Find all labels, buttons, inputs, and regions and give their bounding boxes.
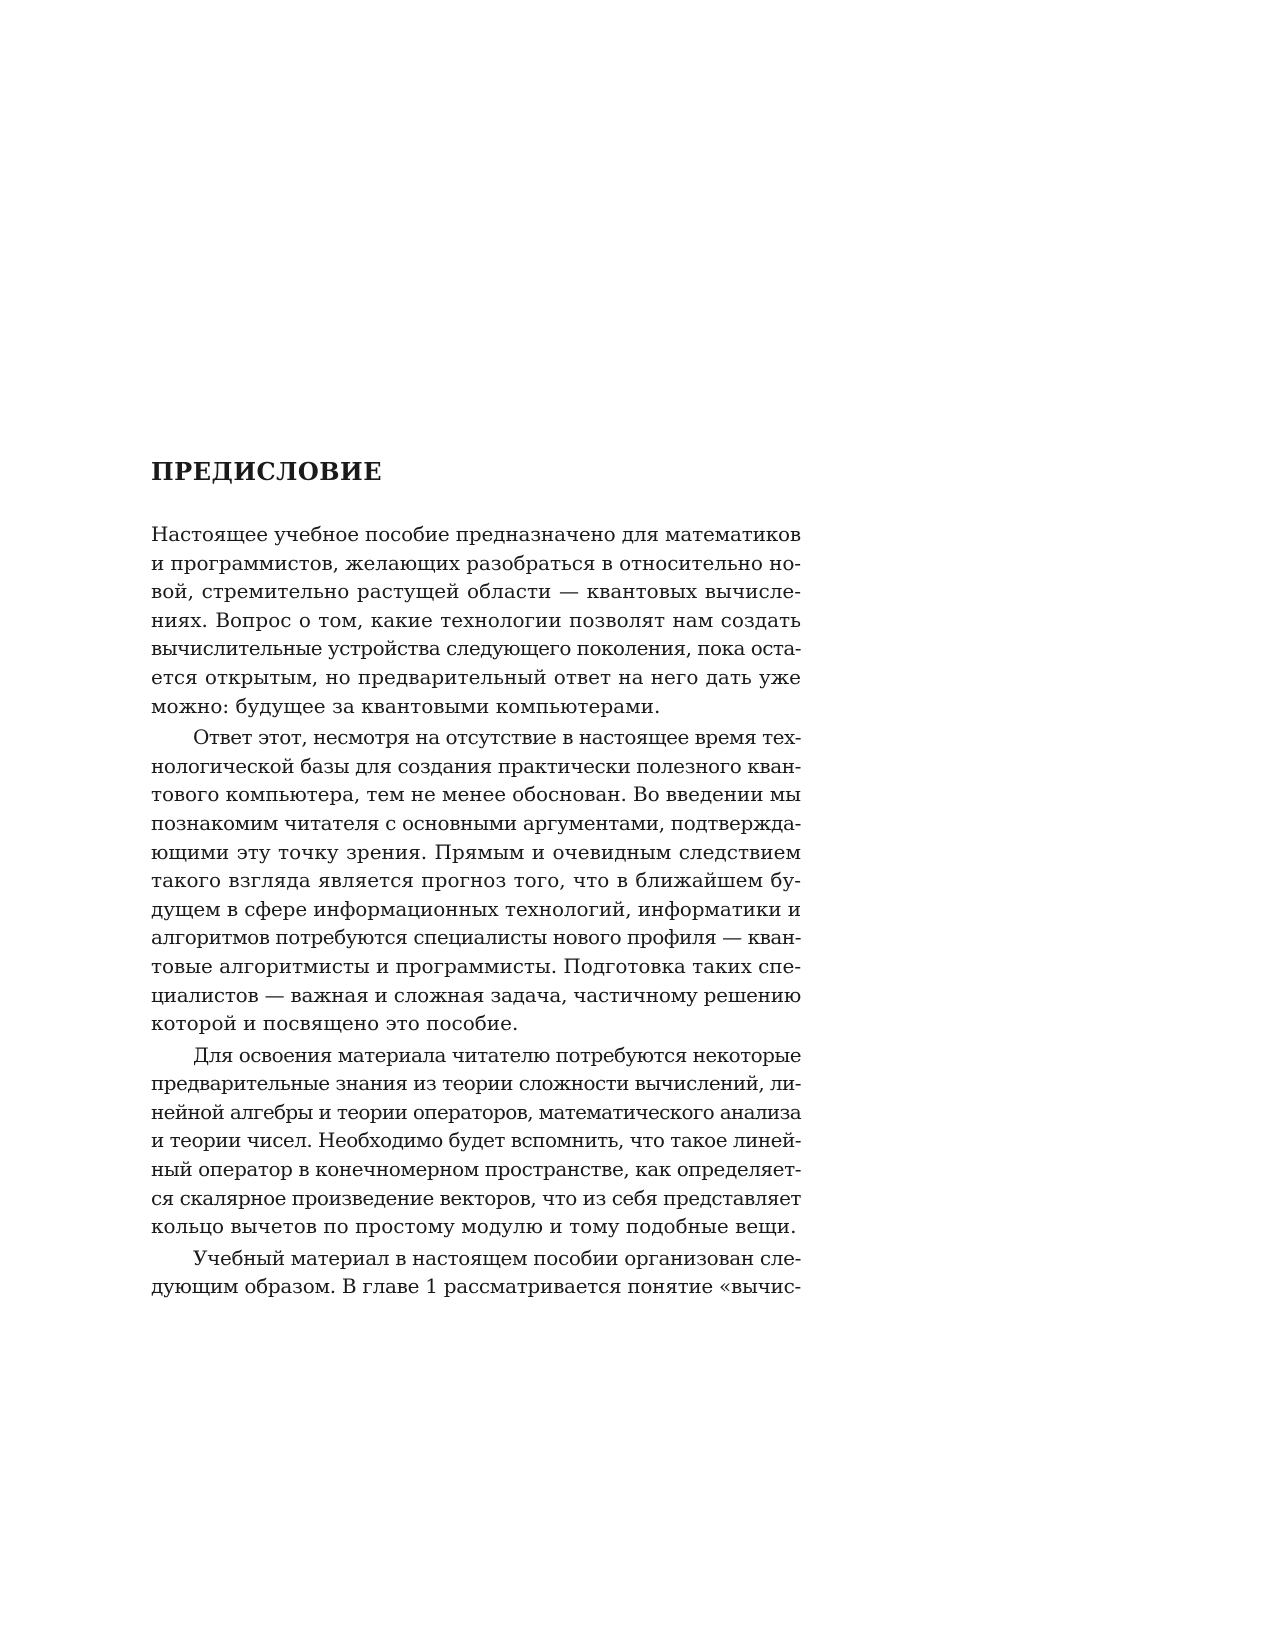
- preface-heading: ПРЕДИСЛОВИЕ: [151, 457, 383, 486]
- text-line: ный оператор в конечномерном пространстве, как определяет-: [151, 1157, 802, 1182]
- text-line: товые алгоритмисты и программисты. Подготовка таких спе-: [151, 953, 802, 978]
- paragraph-4: [151, 1244, 801, 1301]
- text-line: вычислительные устройства следующего поколения, пока оста-: [151, 636, 802, 661]
- text-line: которой и посвящено это пособие.: [151, 1011, 519, 1036]
- text-line: нологической базы для создания практически полезного кван-: [151, 753, 801, 778]
- text-line: вой, стремительно растущей области — квантовых вычисле-: [151, 579, 801, 604]
- text-line: и программистов, желающих разобраться в относительно но-: [151, 550, 801, 575]
- text-line: циалистов — важная и сложная задача, частичному решению: [151, 982, 802, 1007]
- text-line: можно: будущее за квантовыми компьютерами.: [151, 693, 661, 718]
- text-line: алгоритмов потребуются специалисты нового профиля — кван-: [151, 925, 801, 950]
- text-line: познакомим читателя с основными аргументами, подтвержда-: [151, 810, 801, 835]
- text-line: Учебный материал в настоящем пособии организован сле-: [193, 1245, 802, 1270]
- text-line: такого взгляда является прогноз того, что в ближайшем бу-: [151, 868, 801, 893]
- text-line: дующим образом. В главе 1 рассматривается понятие «вычис-: [151, 1274, 801, 1299]
- text-line: ниях. Вопрос о том, какие технологии позволят нам создать: [151, 607, 801, 632]
- text-line: нейной алгебры и теории операторов, математического анализа: [151, 1099, 802, 1124]
- text-line: ся скалярное произведение векторов, что из себя представляет: [151, 1185, 801, 1210]
- text-line: Для освоения материала читателю потребуются некоторые: [193, 1042, 801, 1067]
- paragraph-3: [151, 1041, 801, 1241]
- text-line: тового компьютера, тем не менее обоснован. Во введении мы: [151, 782, 801, 807]
- text-line: Настоящее учебное пособие предназначено для математиков: [151, 522, 801, 546]
- paragraph-1: [151, 520, 801, 720]
- text-line: ется открытым, но предварительный ответ на него дать уже: [151, 664, 801, 689]
- text-line: предварительные знания из теории сложности вычислений, ли-: [151, 1071, 801, 1096]
- text-line: ющими эту точку зрения. Прямым и очевидным следствием: [151, 839, 801, 864]
- preface-section: [151, 456, 801, 1301]
- paragraph-2: [151, 723, 801, 1038]
- text-line: Ответ этот, несмотря на отсутствие в настоящее время тех-: [193, 725, 802, 750]
- text-line: кольцо вычетов по простому модулю и тому подобные вещи.: [151, 1214, 797, 1239]
- text-line: и теории чисел. Необходимо будет вспомнить, что такое линей-: [151, 1128, 801, 1153]
- text-line: дущем в сфере информационных технологий, информатики и: [151, 896, 802, 921]
